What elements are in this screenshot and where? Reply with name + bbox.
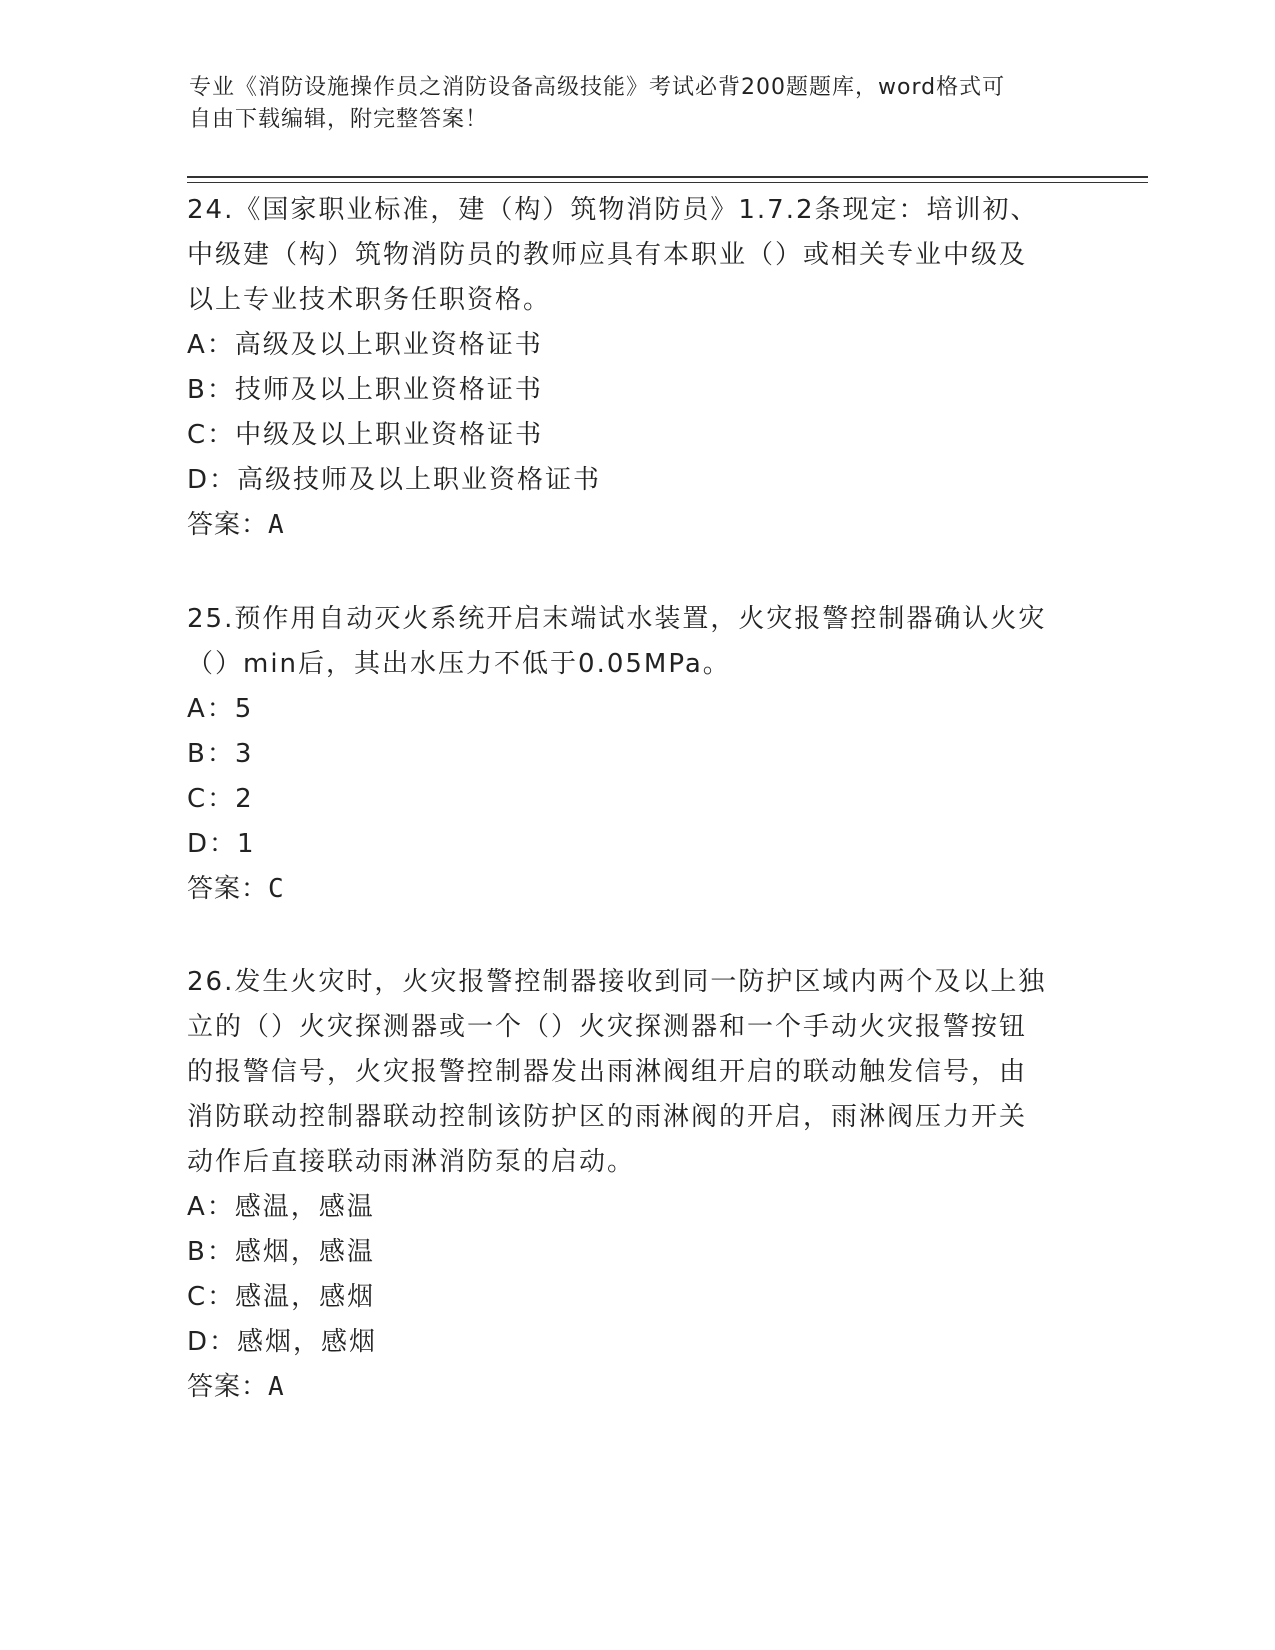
- question-text: [187, 188, 1087, 323]
- question-line: 以上专业技术职务任职资格。: [187, 285, 552, 315]
- header-rule-thin: [187, 182, 1148, 183]
- question-line: （）min后，其出水压力不低于0.05MPa。: [187, 649, 731, 679]
- question-line: 中级建（构）筑物消防员的教师应具有本职业（）或相关专业中级及: [187, 240, 1028, 270]
- answer-value: C: [268, 874, 285, 904]
- answer-line: [187, 1365, 1087, 1410]
- question-line: 26.发生火灾时，火灾报警控制器接收到同一防护区域内两个及以上独: [187, 967, 1047, 997]
- answer-value: A: [268, 510, 285, 540]
- question-text: [187, 960, 1087, 1185]
- answer-label: 答案：: [187, 510, 269, 540]
- option-c: C：中级及以上职业资格证书: [187, 420, 544, 450]
- answer-line: [187, 867, 1087, 912]
- option-d: D：高级技师及以上职业资格证书: [187, 465, 602, 495]
- question-25: [187, 597, 1087, 912]
- option-c: C：2: [187, 784, 254, 814]
- option-d: D：感烟，感烟: [187, 1327, 378, 1357]
- answer-line: [187, 503, 1087, 548]
- question-line: 消防联动控制器联动控制该防护区的雨淋阀的开启，雨淋阀压力开关: [187, 1102, 1028, 1132]
- header-line-2: 自由下载编辑，附完整答案！: [189, 107, 489, 132]
- header-line-1: 专业《消防设施操作员之消防设备高级技能》考试必背200题题库，word格式可: [189, 75, 1006, 100]
- answer-value: A: [268, 1372, 285, 1402]
- question-24: [187, 188, 1087, 548]
- option-c: C：感温，感烟: [187, 1282, 376, 1312]
- answer-label: 答案：: [187, 1372, 269, 1402]
- answer-label: 答案：: [187, 874, 269, 904]
- question-26: [187, 960, 1087, 1410]
- question-line: 动作后直接联动雨淋消防泵的启动。: [187, 1147, 636, 1177]
- option-d: D：1: [187, 829, 256, 859]
- option-a: A：高级及以上职业资格证书: [187, 330, 543, 360]
- option-a: A：5: [187, 694, 254, 724]
- question-line: 24.《国家职业标准，建（构）筑物消防员》1.7.2条现定：培训初、: [187, 195, 1039, 225]
- document-header: [189, 72, 1069, 136]
- question-line: 立的（）火灾探测器或一个（）火灾探测器和一个手动火灾报警按钮: [187, 1012, 1028, 1042]
- question-line: 的报警信号，火灾报警控制器发出雨淋阀组开启的联动触发信号，由: [187, 1057, 1028, 1087]
- question-text: [187, 597, 1087, 687]
- option-b: B：技师及以上职业资格证书: [187, 375, 543, 405]
- option-a: A：感温，感温: [187, 1192, 375, 1222]
- question-line: 25.预作用自动灭火系统开启末端试水装置，火灾报警控制器确认火灾: [187, 604, 1047, 634]
- option-b: B：感烟，感温: [187, 1237, 375, 1267]
- header-rule-thick: [187, 176, 1148, 178]
- option-b: B：3: [187, 739, 254, 769]
